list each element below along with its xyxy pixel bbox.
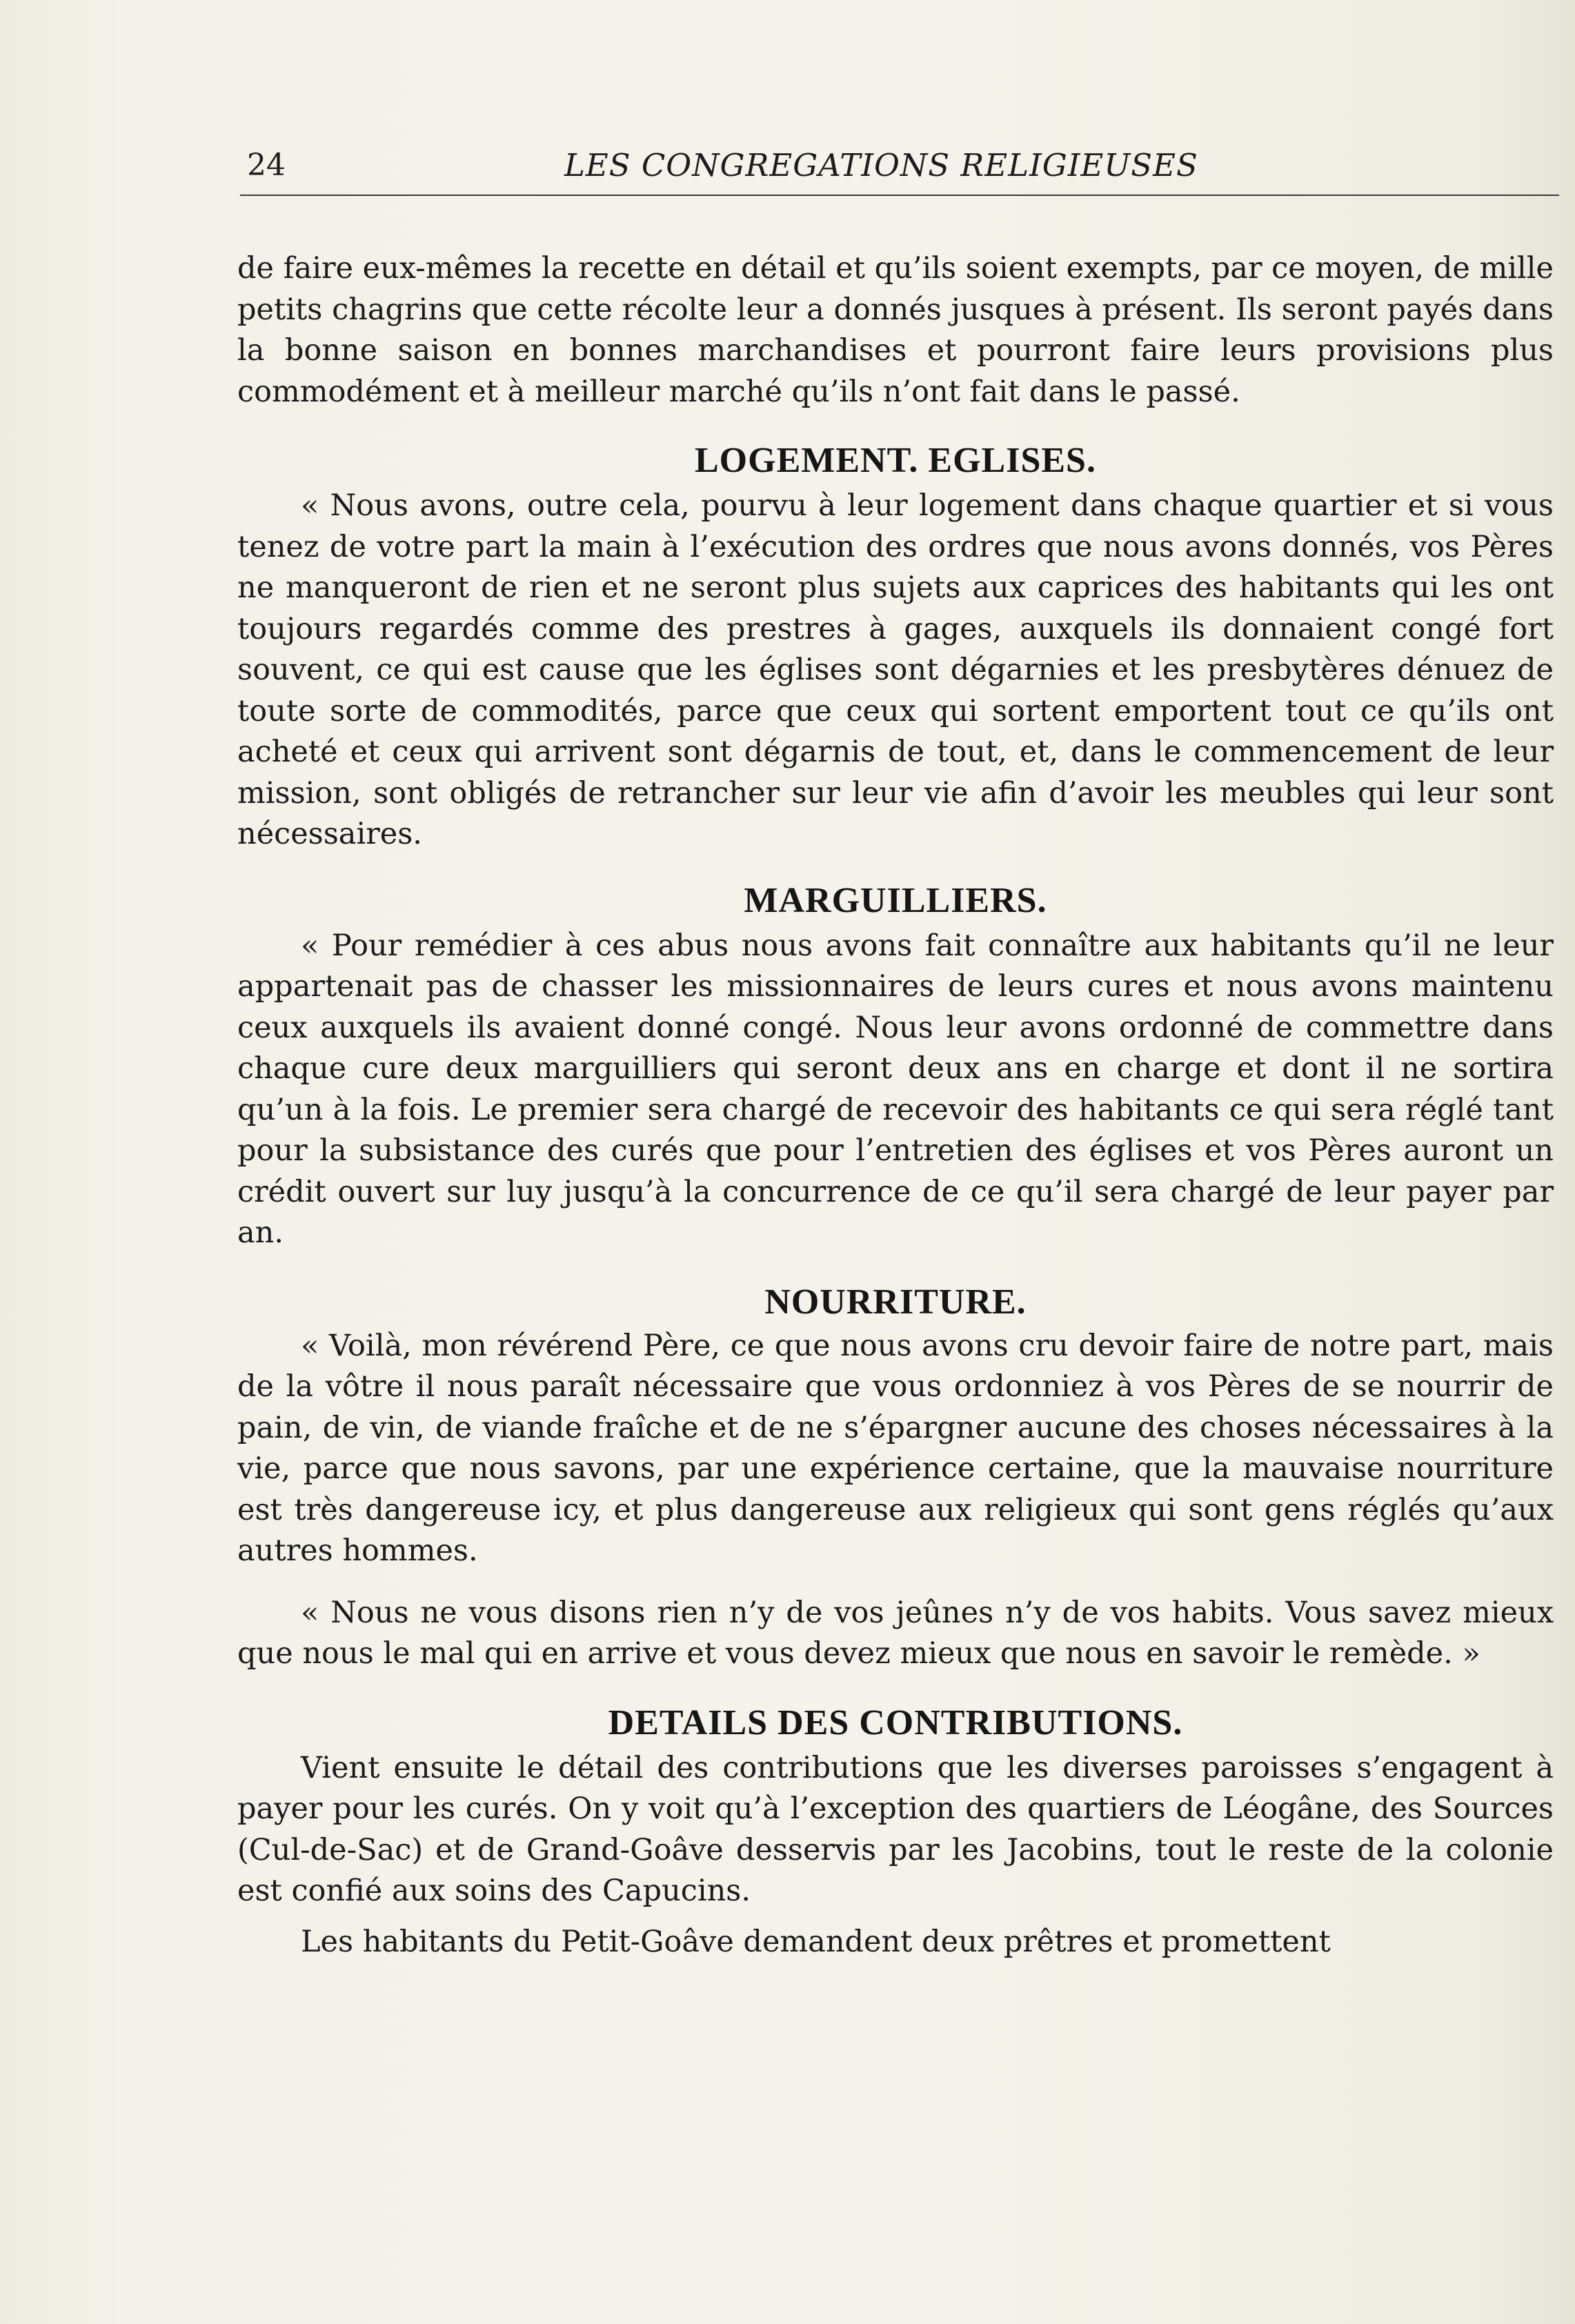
page-number: 24 [247,148,286,183]
paragraph-nourriture: « Voilà, mon révérend Père, ce que nous avons cru devoir faire de notre part, mais de la vôtre il nous paraît nécessaire que vous ordonniez à vos Pères de se nourrir de pain, de vin, de viande fraîche et de ne s’épargner aucune des choses nécessaires à la vie, parce que nous savons, par une expérience certaine, que la mauvaise nourriture est très dangereuse icy, et plus dangereuse aux religieux qui sont gens réglés qu’aux autres hommes. [237,1328,1554,1568]
paragraph-contributions: Vient ensuite le détail des contributions que les diverses paroisses s’engagent à payer pour les curés. On y voit qu’à l’exception des quartiers de Léogâne, des Sources (Cul-de-Sac) et de Grand-Goâve desservis par les Jacobins, tout le reste de la colonie est confié aux soins des Capucins. [237,1750,1554,1908]
running-title: LES CONGREGATIONS RELIGIEUSES [564,147,1198,183]
body-text [237,248,1554,1963]
heading-logement-eglises: LOGEMENT. EGLISES. [695,441,1096,480]
paragraph-petit-goave: Les habitants du Petit-Goâve demandent deux prêtres et promettent [301,1924,1331,1959]
paragraph-logement: « Nous avons, outre cela, pourvu à leur logement dans chaque quartier et si vous tenez de votre part la main à l’exécution des ordres que nous avons donnés, vos Pères ne manqueront de rien et ne seront plus sujets aux caprices des habitants qui les ont toujours regardés comme des prestres à gages, auxquels ils donnaient congé fort souvent, ce qui est cause que les églises sont dégarnies et les presbytères dénuez de toute sorte de commodités, parce que ceux qui sortent emportent tout ce qu’ils ont acheté et ceux qui arrivent sont dégarnis de tout, et, dans le commencement de leur mission, sont obligés de retrancher sur leur vie afin d’avoir les meubles qui leur sont nécessaires. [237,488,1554,851]
heading-marguilliers: MARGUILLIERS. [744,880,1047,920]
intro-paragraph: de faire eux-mêmes la recette en détail et qu’ils soient exempts, par ce moyen, de mille petits chagrins que cette récolte leur a donnés jusques à présent. Ils seront payés dans la bonne saison en bonnes marchandises et pourront faire leurs provisions plus commodément et à meilleur marché qu’ils n’ont fait dans le passé. [237,251,1554,409]
paragraph-jeunes-habits: « Nous ne vous disons rien n’y de vos jeûnes n’y de vos habits. Vous savez mieux que nous le mal qui en arrive et vous devez mieux que nous en savoir le remède. » [237,1595,1554,1671]
paragraph-marguilliers: « Pour remédier à ces abus nous avons fait connaître aux habitants qu’il ne leur appartenait pas de chasser les missionnaires de leurs cures et nous avons maintenu ceux auxquels ils avaient donné congé. Nous leur avons ordonné de commettre dans chaque cure deux marguilliers qui seront deux ans en charge et dont il ne sortira qu’un à la fois. Le premier sera chargé de recevoir des habitants ce qui sera réglé tant pour la subsistance des curés que pour l’entretien des églises et vos Pères auront un crédit ouvert sur luy jusqu’à la concurrence de ce qu’il sera chargé de leur payer par an. [237,928,1554,1250]
heading-nourriture: NOURRITURE. [764,1282,1027,1322]
heading-details-contributions: DETAILS DES CONTRIBUTIONS. [608,1702,1183,1742]
running-header [240,143,1559,196]
